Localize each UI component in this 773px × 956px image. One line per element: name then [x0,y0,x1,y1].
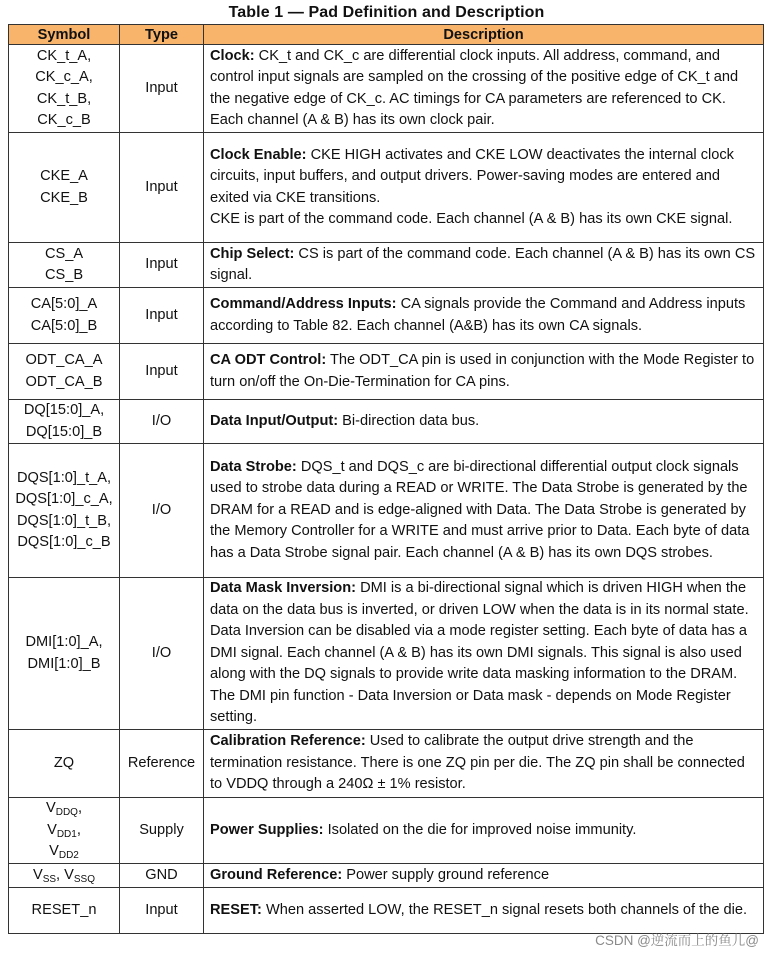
header-description: Description [204,25,764,45]
description-text: Used to calibrate the output drive strength and the termination resistance. There is one ZQ pin per die. The ZQ pin shall be connected to VDDQ through a 240Ω ± 1% resistor. [210,733,745,793]
symbol-cell [9,864,120,888]
symbol-line: DMI[1:0]_A, [25,634,103,650]
symbol-base: V [64,866,74,883]
description-label: Data Strobe: [210,458,297,475]
symbol-line [9,798,119,820]
type-cell: Input [120,344,204,400]
type-cell: I/O [120,444,204,578]
symbol-subscript: DD1 [56,828,77,840]
table-row [9,288,764,344]
symbol-line: CKE_B [40,189,88,206]
description-label: Clock: [210,47,255,64]
symbol-line [33,867,64,883]
symbol-subscript: DD2 [58,850,79,862]
type-cell: Input [120,288,204,344]
symbol-line: CA[5:0]_B [30,317,98,334]
symbol-cell [9,288,120,344]
description-cell [204,288,764,344]
description-label: Power Supplies: [210,821,324,838]
description-text: CKE HIGH activates and CKE LOW deactivates the internal clock circuits, input buffers, and output drivers. Power-saving modes are entered and exited via CKE transitions. [210,146,734,206]
symbol-cell [9,444,120,578]
symbol-line: DMI[1:0]_B [27,655,101,672]
symbol-line [9,820,119,842]
symbol-suffix: , [76,821,81,838]
description-text-continued: CKE is part of the command code. Each channel (A & B) has its own CKE signal. [210,211,733,227]
description-text: DQS_t and DQS_c are bi-directional differential output clock signals used to strobe data during a READ or WRITE. The Data Strobe is generated by the DRAM for a READ and is edge-aligned with Data. The Data Strobe is generated by the Memory Controller for a WRITE and must arrive prior to Data. Each byte of data has a Data Strobe signal pair. Each channel (A & B) has its own DQS strobes. [210,458,750,561]
table-header-row [9,25,764,45]
description-label: Calibration Reference: [210,733,366,750]
description-cell [204,243,764,288]
symbol-cell [9,344,120,400]
description-text: When asserted LOW, the RESET_n signal resets both channels of the die. [265,901,748,918]
symbol-cell [9,243,120,288]
header-type: Type [120,25,204,45]
symbol-cell [9,133,120,243]
description-text: DMI is a bi-directional signal which is driven HIGH when the data on the data bus is inverted, or driven LOW when the data is in its normal state. Data Inversion can be disabled via a mode register setting. Each byte of data has a DMI signal. Each channel (A & B) has its own DMI signals. This signal is also used along with the DQ signals to provide write data masking information to the DRAM. The DMI pin function - Data Inversion or Data mask - depends on Mode Register setting. [210,580,749,726]
type-cell: GND [120,864,204,888]
symbol-line: CK_c_B [37,112,91,128]
description-label: CA ODT Control: [210,352,327,368]
symbol-line: CK_c_A, [35,69,93,85]
type-cell: Reference [120,730,204,798]
table-row [9,864,764,888]
symbol-line: ZQ [53,754,75,771]
description-cell [204,888,764,934]
symbol-line: DQS[1:0]_t_A, [16,469,112,486]
description-label: Clock Enable: [210,146,307,163]
symbol-cell [9,45,120,133]
symbol-cell [9,578,120,730]
symbol-base: V [49,843,59,860]
description-cell [204,798,764,864]
description-cell [204,133,764,243]
description-text: Power supply ground reference [346,866,550,883]
symbol-line: ODT_CA_B [25,373,103,390]
symbol-cell [9,888,120,934]
symbol-suffix: , [56,866,65,883]
table-row [9,798,764,864]
symbol-cell [9,400,120,444]
symbol-line: DQS[1:0]_t_B, [16,512,112,529]
type-cell: Input [120,243,204,288]
description-cell [204,864,764,888]
symbol-subscript: DDQ [55,807,78,819]
description-cell [204,730,764,798]
description-label: Data Mask Inversion: [210,580,356,597]
watermark: CSDN @逆流而上的鱼儿@ [595,933,759,948]
type-cell: Input [120,133,204,243]
table-row [9,45,764,133]
description-text: Isolated on the die for improved noise immunity. [327,821,637,838]
table-row [9,888,764,934]
description-label: Data Input/Output: [210,412,339,429]
description-cell [204,344,764,400]
type-cell: I/O [120,400,204,444]
symbol-line: CS_A [44,245,84,262]
symbol-cell [9,798,120,864]
symbol-cell [9,730,120,798]
symbol-base: V [45,800,56,817]
symbol-line: RESET_n [31,901,97,918]
description-text: CK_t and CK_c are differential clock inputs. All address, command, and control input signals are sampled on the crossing of the positive edge of CK_t and the negative edge of CK_c. AC timings for CA parameters are referenced to CK. Each channel (A & B) has its own clock pair. [210,47,739,128]
symbol-base: V [47,821,57,838]
symbol-line: CS_B [44,267,84,283]
pad-definition-table [8,24,764,934]
description-text: CS is part of the command code. Each channel (A & B) has its own CS signal. [210,245,756,283]
symbol-line: ODT_CA_A [25,352,103,368]
description-cell [204,444,764,578]
description-label: Command/Address Inputs: [210,296,397,312]
table-row [9,444,764,578]
table-row [9,578,764,730]
symbol-line: CA[5:0]_A [30,296,98,312]
table-row [9,344,764,400]
symbol-line: CK_t_A, [36,47,92,64]
header-symbol: Symbol [9,25,120,45]
type-cell: Input [120,45,204,133]
symbol-line: CKE_A [40,168,88,184]
table-row [9,243,764,288]
type-cell: I/O [120,578,204,730]
symbol-line: DQ[15:0]_A, [23,402,105,418]
description-cell [204,578,764,730]
symbol-line [9,841,119,863]
description-cell [204,45,764,133]
symbol-subscript: SSQ [73,873,96,885]
description-text: Bi-direction data bus. [342,412,480,429]
symbol-base: V [32,866,43,883]
symbol-line: DQ[15:0]_B [25,423,103,440]
description-label: RESET: [210,901,262,918]
description-cell [204,400,764,444]
type-cell: Input [120,888,204,934]
description-text: CA signals provide the Command and Address inputs according to Table 82. Each channel (A&B) has its own CA signals. [210,296,746,334]
table-row [9,133,764,243]
symbol-suffix: , [77,800,83,817]
table-row [9,400,764,444]
symbol-line: DQS[1:0]_c_B [17,534,111,550]
table-title: Table 1 — Pad Definition and Description [228,4,545,21]
description-label: Ground Reference: [210,866,343,883]
description-text: The ODT_CA pin is used in conjunction with the Mode Register to turn on/off the On-Die-Termination for CA pins. [210,352,755,390]
symbol-line: CK_t_B, [36,90,92,107]
type-cell: Supply [120,798,204,864]
table-row [9,730,764,798]
symbol-subscript: SS [42,873,57,885]
description-label: Chip Select: [210,245,295,262]
symbol-line [64,867,95,883]
symbol-line: DQS[1:0]_c_A, [15,491,113,507]
